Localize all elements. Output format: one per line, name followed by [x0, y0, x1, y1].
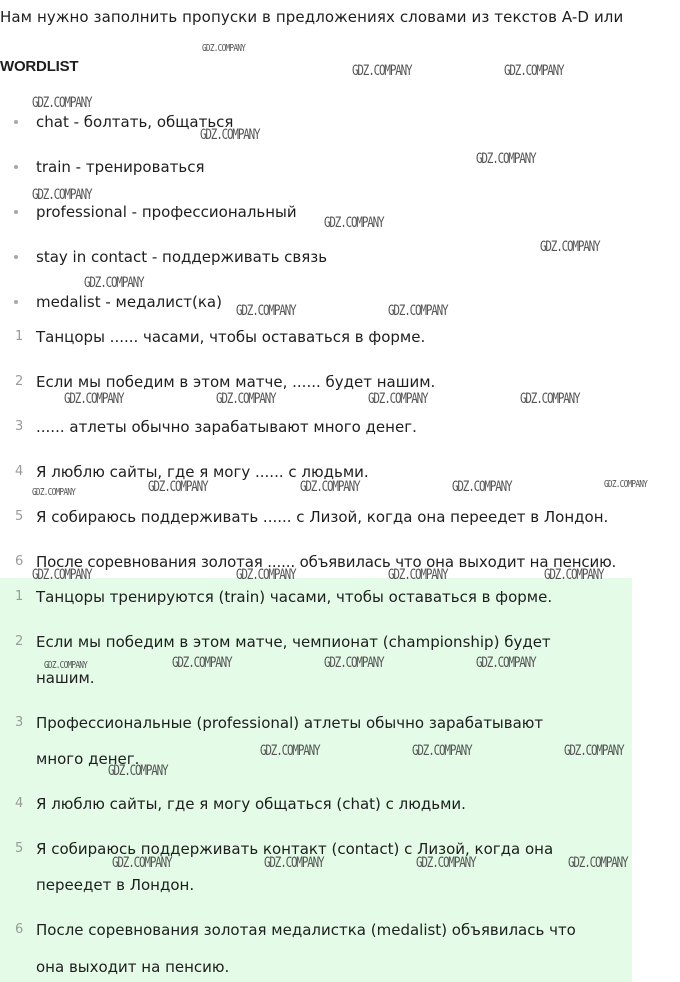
watermark: GDZ.COMPANY [368, 391, 428, 407]
watermark: GDZ.COMPANY [476, 655, 536, 671]
watermark: GDZ.COMPANY [236, 567, 296, 583]
watermark: GDZ.COMPANY [568, 855, 628, 871]
bullet-icon [14, 210, 18, 214]
watermark: GDZ.COMPANY [216, 391, 276, 407]
watermark: GDZ.COMPANY [520, 391, 580, 407]
watermark: GDZ.COMPANY [32, 487, 76, 498]
watermark: GDZ.COMPANY [412, 743, 472, 759]
bullet-icon [14, 255, 18, 259]
watermark: GDZ.COMPANY [32, 95, 92, 111]
watermark: GDZ.COMPANY [32, 567, 92, 583]
watermark: GDZ.COMPANY [324, 215, 384, 231]
watermark: GDZ.COMPANY [64, 391, 124, 407]
bullet-icon [14, 165, 18, 169]
watermark: GDZ.COMPANY [564, 743, 624, 759]
watermark: GDZ.COMPANY [324, 655, 384, 671]
watermark: GDZ.COMPANY [108, 763, 168, 779]
bullet-icon [14, 300, 18, 304]
watermark: GDZ.COMPANY [264, 855, 324, 871]
watermark: GDZ.COMPANY [504, 63, 564, 79]
watermark: GDZ.COMPANY [202, 43, 246, 54]
watermark: GDZ.COMPANY [416, 855, 476, 871]
bullet-icon [14, 120, 18, 124]
watermark: GDZ.COMPANY [300, 479, 360, 495]
watermark: GDZ.COMPANY [172, 655, 232, 671]
watermark: GDZ.COMPANY [32, 187, 92, 203]
watermark: GDZ.COMPANY [604, 479, 648, 490]
watermark: GDZ.COMPANY [476, 151, 536, 167]
watermark: GDZ.COMPANY [200, 127, 260, 143]
watermark: GDZ.COMPANY [540, 239, 600, 255]
watermark: GDZ.COMPANY [352, 63, 412, 79]
watermark: GDZ.COMPANY [112, 855, 172, 871]
watermark: GDZ.COMPANY [388, 567, 448, 583]
watermark: GDZ.COMPANY [452, 479, 512, 495]
watermark: GDZ.COMPANY [44, 660, 88, 671]
watermark: GDZ.COMPANY [260, 743, 320, 759]
wordlist-heading: WORDLIST [0, 58, 79, 75]
watermark: GDZ.COMPANY [84, 275, 144, 291]
intro-text: Нам нужно заполнить пропуски в предложениях словами из текстов A-D или [0, 8, 624, 26]
watermark: GDZ.COMPANY [148, 479, 208, 495]
watermark: GDZ.COMPANY [236, 303, 296, 319]
watermark: GDZ.COMPANY [388, 303, 448, 319]
watermark: GDZ.COMPANY [544, 567, 604, 583]
